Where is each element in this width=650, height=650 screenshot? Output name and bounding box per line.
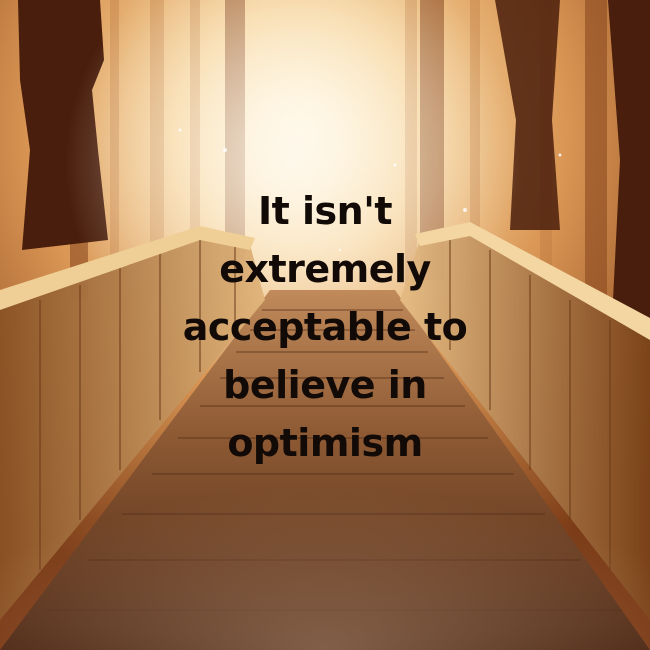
quote-line-3: acceptable to [182, 305, 468, 349]
quote-line-5: optimism [227, 421, 423, 465]
quote-line-4: believe in [223, 363, 427, 407]
quote-text [0, 182, 650, 472]
quote-line-2: extremely [219, 247, 431, 291]
quote-line-1: It isn't [257, 189, 393, 233]
